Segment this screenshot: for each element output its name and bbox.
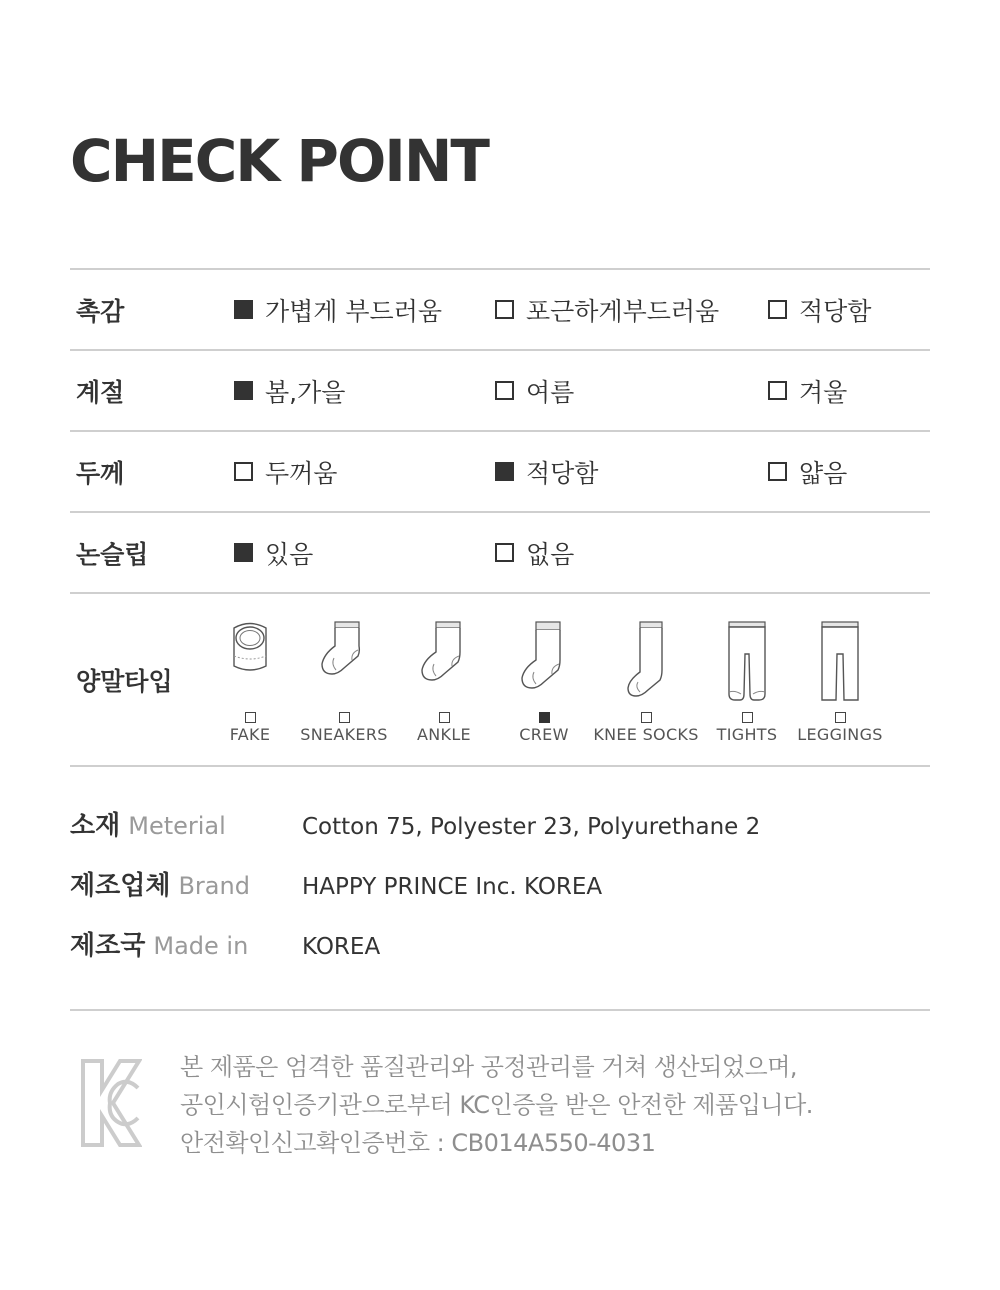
sock-type-leggings: [790, 594, 890, 765]
option-thick: [234, 432, 337, 511]
info-label-en: Brand: [178, 872, 250, 900]
row-sock-type: [70, 592, 930, 767]
checked-box-icon: [234, 300, 253, 319]
sock-type-label: FAKE: [229, 725, 271, 744]
product-info: [70, 808, 930, 988]
row-label: 두께: [76, 458, 125, 488]
option-cozy-soft: [495, 270, 719, 349]
unchecked-box-icon: [495, 543, 514, 562]
info-label-en: Meterial: [128, 812, 226, 840]
row-season: [70, 349, 930, 430]
option-no: [495, 513, 574, 592]
info-label-ko: 제조업체: [70, 871, 171, 901]
option-light-soft: [234, 270, 442, 349]
info-label-en: Made in: [153, 932, 249, 960]
unchecked-box-icon: [768, 300, 787, 319]
unchecked-box-icon: [495, 300, 514, 319]
unchecked-box-icon: [835, 712, 846, 723]
option-label: 가볍게 부드러움: [265, 296, 442, 326]
info-label-ko: 제조국: [70, 931, 146, 961]
checked-box-icon: [539, 712, 550, 723]
option-thin: [768, 432, 847, 511]
unchecked-box-icon: [641, 712, 652, 723]
tights-icon: [717, 620, 777, 704]
sneakers-sock-icon: [314, 620, 374, 704]
info-value: Cotton 75, Polyester 23, Polyurethane 2: [302, 814, 761, 840]
unchecked-box-icon: [768, 462, 787, 481]
option-label: 겨울: [799, 377, 848, 407]
option-label: 두꺼움: [265, 458, 338, 488]
row-thickness: [70, 430, 930, 511]
info-label: [70, 868, 250, 904]
row-label: 양말타입: [76, 666, 173, 696]
option-label: 적당함: [799, 296, 872, 326]
unchecked-box-icon: [234, 462, 253, 481]
page-title: CHECK POINT: [70, 127, 488, 195]
sock-type-label: TIGHTS: [716, 725, 778, 744]
info-material: [70, 808, 930, 868]
info-label: [70, 808, 226, 844]
checked-box-icon: [495, 462, 514, 481]
row-texture: [70, 268, 930, 349]
unchecked-box-icon: [245, 712, 256, 723]
sock-type-label: SNEAKERS: [300, 725, 388, 744]
unchecked-box-icon: [339, 712, 350, 723]
option-label: 여름: [526, 377, 575, 407]
knee-sock-icon: [616, 620, 676, 704]
option-label: 얇음: [799, 458, 848, 488]
fake-sock-icon: [220, 620, 280, 704]
info-label: [70, 928, 248, 964]
checked-box-icon: [234, 381, 253, 400]
option-label: 봄,가을: [265, 377, 346, 407]
option-yes: [234, 513, 313, 592]
sock-type-label: KNEE SOCKS: [593, 725, 699, 744]
section-divider: [70, 1009, 930, 1011]
crew-sock-icon: [514, 620, 574, 704]
option-label: 없음: [526, 539, 575, 569]
checked-box-icon: [234, 543, 253, 562]
info-value: HAPPY PRINCE Inc. KOREA: [302, 874, 603, 900]
info-brand: [70, 868, 930, 928]
row-label: 계절: [76, 377, 125, 407]
unchecked-box-icon: [768, 381, 787, 400]
row-label: 촉감: [76, 296, 125, 326]
option-moderate-thickness: [495, 432, 598, 511]
sock-type-label: LEGGINGS: [797, 725, 883, 744]
option-label: 포근하게부드러움: [526, 296, 720, 326]
ankle-sock-icon: [414, 620, 474, 704]
option-summer: [495, 351, 574, 430]
info-label-ko: 소재: [70, 811, 121, 841]
kc-certification-notice: [180, 1048, 940, 1162]
sock-type-label: ANKLE: [417, 725, 471, 744]
info-origin: [70, 928, 930, 988]
option-winter: [768, 351, 847, 430]
row-label: 논슬립: [76, 539, 149, 569]
option-label: 있음: [265, 539, 314, 569]
notice-line: 본 제품은 엄격한 품질관리와 공정관리를 거쳐 생산되었으며,: [180, 1053, 798, 1081]
option-spring-fall: [234, 351, 345, 430]
sock-type-label: CREW: [519, 725, 569, 744]
unchecked-box-icon: [495, 381, 514, 400]
row-non-slip: [70, 511, 930, 592]
kc-mark-icon: [80, 1058, 142, 1148]
leggings-icon: [810, 620, 870, 704]
check-point-table: [70, 268, 930, 767]
option-label: 적당함: [526, 458, 599, 488]
info-value: KOREA: [302, 934, 381, 960]
notice-line: 공인시험인증기관으로부터 KC인증을 받은 안전한 제품입니다.: [180, 1091, 813, 1119]
notice-line: 안전확인신고확인증번호 : CB014A550-4031: [180, 1129, 656, 1157]
unchecked-box-icon: [742, 712, 753, 723]
unchecked-box-icon: [439, 712, 450, 723]
option-moderate: [768, 270, 871, 349]
